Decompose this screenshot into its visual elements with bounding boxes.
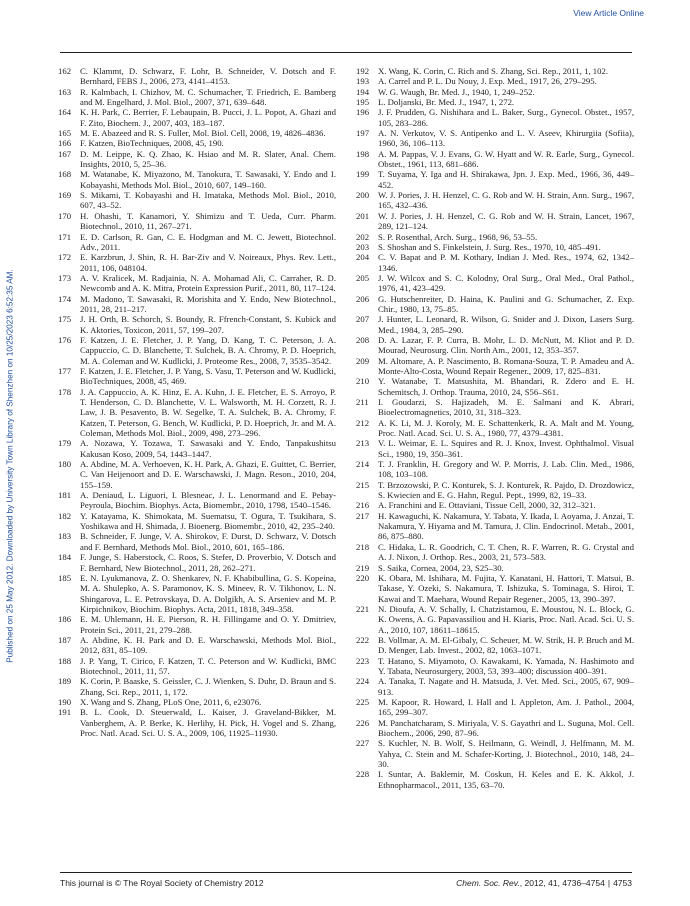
- reference-number: 194: [356, 86, 370, 97]
- reference-text: F. Katzen, J. E. Fletcher, J. P. Yang, D. Kang, T. C. Peterson, J. A. Cappuccio, C. D. Blanchette, T. Sulchek, B. A. Chromy, P. D. Hoeprich, M. A. Coleman and W. Kudlicki, J. Proteome Res., 2008, 7, 3535–3542.: [80, 334, 336, 366]
- reference-item: [356, 459, 634, 480]
- reference-number: 165: [58, 128, 72, 139]
- reference-text: N. Dioufa, A. V. Schally, I. Chatzistamou, E. Moustou, N. L. Block, G. K. Owens, A. G. Papavassiliou and H. Kiaris, Proc. Natl. Acad. Sci. U. S. A., 2010, 107, 18611–18615.: [378, 603, 634, 635]
- reference-number: 162: [58, 66, 72, 76]
- reference-number: 180: [58, 459, 72, 470]
- reference-number: 202: [356, 231, 370, 242]
- reference-text: M. Panchatcharam, S. Miriyala, V. S. Gayathri and L. Suguna, Mol. Cell. Biochem., 2006, 290, 87–96.: [378, 717, 634, 738]
- reference-number: 189: [58, 676, 72, 687]
- reference-text: J. W. Wilcox and S. C. Kolodny, Oral Surg., Oral Med., Oral Pathol., 1976, 41, 423–429.: [378, 272, 634, 294]
- reference-item: [356, 76, 634, 86]
- references-right-column: [356, 66, 634, 866]
- reference-item: [58, 531, 336, 552]
- reference-text: M. Kapoor, R. Howard, I. Hall and I. Appleton, Am. J. Pathol., 2004, 165, 299–307.: [378, 696, 634, 718]
- reference-text: S. Mikami, T. Kobayashi and H. Imataka, Methods Mol. Biol., 2010, 607, 43–52.: [80, 190, 336, 211]
- reference-text: H. Kawaguchi, K. Nakamura, Y. Tabata, Y. Ikada, I. Aoyama, J. Anzai, T. Nakamura, Y. Hiyama and M. Tamura, J. Clin. Endocrinol. Metab., 2001, 86, 875–880.: [378, 510, 634, 542]
- reference-text: S. Kuchler, N. B. Wolf, S. Heilmann, G. Weindl, J. Helfmann, M. M. Yahya, C. Stein and M. Schafer-Korting, J. Biotechnol., 2010, 148, 24–30.: [378, 738, 634, 770]
- reference-number: 200: [356, 190, 370, 201]
- reference-text: J. A. Cappuccio, A. K. Hinz, E. A. Kuhn, J. E. Fletcher, E. S. Arroyo, P. T. Henderson, C. D. Blanchette, V. L. Walsworth, M. H. Corzett, R. J. Law, J. B. Pesavento, B. W. Segelke, T. A. Sulchek, B. A. Chromy, F. Katzen, T. Peterson, G. Bench, W. Kudlicki, P. D. Hoeprich, Jr. and M. A. Coleman, Methods Mol. Biol., 2009, 498, 273–296.: [80, 386, 336, 439]
- reference-number: 206: [356, 293, 370, 304]
- reference-text: A. V. Kralicek, M. Radjainia, N. A. Mohamad Ali, C. Carraher, R. D. Newcomb and A. K. Mitra, Protein Expression Purif., 2011, 80, 117–124.: [80, 272, 336, 294]
- reference-item: [356, 314, 634, 335]
- reference-item: [58, 573, 336, 614]
- reference-text: V. L. Weimar, E. L. Squires and R. J. Knox, Invest. Ophthalmol. Visual Sci., 1980, 19, 350–361.: [378, 438, 634, 459]
- reference-text: X. Wang, K. Corin, C. Rich and S. Zhang, Sci. Rep., 2011, 1, 102.: [378, 66, 608, 76]
- reference-text: G. Hutschenreiter, D. Haina, K. Paulini and G. Schumacher, Z. Exp. Chir., 1980, 13, 75–85.: [378, 293, 634, 314]
- reference-item: [356, 107, 634, 128]
- reference-number: 214: [356, 459, 370, 470]
- reference-number: 167: [58, 148, 72, 159]
- reference-text: A. Deniaud, L. Liguori, I. Blesneac, J. L. Lenormand and E. Pebay-Peyroula, Biochim. Biophys. Acta, Biomembr., 2010, 1798, 1540–1546.: [80, 490, 336, 511]
- reference-number: 198: [356, 148, 370, 159]
- reference-text: K. H. Park, C. Berrier, F. Lebaupain, B. Pucci, J. L. Popot, A. Ghazi and F. Zito, Biochem. J., 2007, 403, 183–187.: [80, 107, 336, 128]
- reference-number: 222: [356, 634, 370, 645]
- reference-number: 208: [356, 334, 370, 345]
- reference-number: 215: [356, 479, 370, 490]
- reference-item: [58, 697, 336, 707]
- reference-text: A. M. Pappas, V. J. Evans, G. W. Hyatt and W. R. Earle, Surg., Gynecol. Obstet., 1961, 113, 681–686.: [378, 148, 634, 170]
- reference-text: W. G. Waugh, Br. Med. J., 1940, 1, 249–252.: [378, 86, 535, 97]
- reference-text: T. Suyama, Y. Iga and H. Shirakawa, Jpn. J. Exp. Med., 1966, 36, 449–452.: [378, 169, 634, 190]
- footer-rule: [60, 872, 632, 873]
- reference-text: Y. Katayama, K. Shimokata, M. Suematsu, T. Ogura, T. Tsukihara, S. Yoshikawa and H. Shimada, J. Bioenerg. Biomembr., 2010, 42, 235–240.: [80, 510, 336, 532]
- reference-item: [356, 397, 634, 418]
- reference-number: 224: [356, 676, 370, 687]
- reference-text: F. Junge, S. Haberstock, C. Roos, S. Stefer, D. Proverbio, V. Dotsch and F. Bernhard, New Biotechnol., 2011, 28, 262–271.: [80, 552, 336, 573]
- reference-item: [356, 697, 634, 718]
- reference-item: [356, 718, 634, 739]
- reference-number: 176: [58, 334, 72, 345]
- reference-item: [356, 738, 634, 769]
- reference-number: 170: [58, 210, 72, 221]
- reference-number: 226: [356, 717, 370, 728]
- reference-text: C. V. Bapat and P. M. Kothary, Indian J. Med. Res., 1974, 62, 1342–1346.: [378, 252, 634, 273]
- reference-item: [58, 128, 336, 138]
- reference-text: A. Nozawa, Y. Tozawa, T. Sawasaki and Y. Endo, Tanpakushitsu Kakusan Koso, 2009, 54, 1443–1447.: [80, 438, 336, 459]
- reference-text: A. Franchini and E. Ottaviani, Tissue Cell, 2000, 32, 312–321.: [378, 500, 596, 511]
- reference-number: 174: [58, 293, 72, 304]
- references-left-column: [58, 66, 336, 866]
- reference-item: [58, 190, 336, 211]
- reference-text: M. Watanabe, K. Miyazono, M. Tanokura, T. Sawasaki, Y. Endo and I. Kobayashi, Methods Mol. Biol., 2010, 607, 149–160.: [80, 169, 336, 190]
- reference-item: [58, 294, 336, 315]
- reference-number: 225: [356, 696, 370, 707]
- reference-text: B. Vollmar, A. M. El-Gibaly, C. Scheuer, M. W. Strik, H. P. Bruch and M. D. Menger, Lab. Invest., 2002, 82, 1063–1071.: [378, 634, 634, 656]
- reference-item: [58, 656, 336, 677]
- reference-item: [356, 438, 634, 459]
- reference-number: 216: [356, 500, 370, 511]
- reference-item: [356, 573, 634, 604]
- reference-text: S. P. Rosenthal, Arch. Surg., 1968, 96, 53–55.: [378, 231, 538, 242]
- reference-text: F. Katzen, J. E. Fletcher, J. P. Yang, S. Vasu, T. Peterson and W. Kudlicki, BioTechniques, 2008, 45, 469.: [80, 365, 336, 387]
- reference-item: [58, 66, 336, 87]
- reference-text: R. Kalmbach, I. Chizhov, M. C. Schumacher, T. Friedrich, E. Bamberg and M. Engelhard, J. Mol. Biol., 2007, 371, 639–648.: [80, 86, 336, 108]
- header-rule: [60, 52, 632, 53]
- copyright-notice: This journal is © The Royal Society of Chemistry 2012: [60, 878, 264, 888]
- reference-text: I. Suntar, A. Baklemir, M. Coskun, H. Keles and E. K. Akkol, J. Ethnopharmacol., 2011, 135, 63–70.: [378, 769, 634, 790]
- reference-number: 220: [356, 572, 370, 583]
- reference-text: E. N. Lyukmanova, Z. O. Shenkarev, N. F. Khabibullina, G. S. Kopeina, M. A. Shulepko, A. S. Paramonov, K. S. Mineev, R. V. Tikhonov, L. N. Shingarova, L. E. Petrovskaya, D. A. Dolgikh, A. S. Arseniev and M. P. Kirpichnikov, Biochim. Biophys. Acta, 2011, 1818, 349–358.: [80, 572, 336, 614]
- reference-text: M. Altomare, A. P. Nascimento, B. Romana-Souza, T. P. Amadeu and A. Monte-Alto-Costa, Wound Repair Regener., 2009, 17, 825–831.: [378, 355, 634, 376]
- reference-item: [356, 335, 634, 356]
- reference-number: 166: [58, 138, 72, 149]
- reference-number: 172: [58, 252, 72, 263]
- reference-text: T. J. Franklin, H. Gregory and W. P. Morris, J. Lab. Clin. Med., 1986, 108, 103–108.: [378, 459, 634, 480]
- reference-number: 178: [58, 386, 72, 397]
- reference-number: 187: [58, 634, 72, 645]
- reference-text: E. M. Uhlemann, H. E. Pierson, R. H. Fillingame and O. Y. Dmitriev, Protein Sci., 2011, 21, 279–288.: [80, 614, 336, 635]
- reference-number: 188: [58, 655, 72, 666]
- reference-number: 227: [356, 738, 370, 749]
- reference-text: T. Hatano, S. Miyamoto, O. Kawakami, K. Yamada, N. Hashimoto and Y. Tabata, Neurosurgery, 2003, 53, 393–400; discussion 400–391.: [378, 655, 634, 676]
- reference-item: [58, 252, 336, 273]
- reference-item: [58, 87, 336, 108]
- reference-text: A. Tanaka, T. Nagate and H. Matsuda, J. Vet. Med. Sci., 2005, 67, 909–913.: [378, 676, 634, 697]
- reference-item: [356, 418, 634, 439]
- reference-number: 186: [58, 614, 72, 625]
- reference-text: W. J. Pories, J. H. Henzel, C. G. Rob and W. H. Strain, Lancet, 1967, 289, 121–124.: [378, 210, 634, 232]
- reference-number: 196: [356, 107, 370, 118]
- reference-number: 182: [58, 510, 72, 521]
- reference-number: 199: [356, 169, 370, 180]
- reference-item: [58, 459, 336, 490]
- reference-number: 219: [356, 562, 370, 573]
- reference-number: 164: [58, 107, 72, 118]
- reference-text: Y. Watanabe, T. Matsushita, M. Bhandari, R. Zdero and E. H. Schemitsch, J. Orthop. Trauma, 2010, 24, S56–S61.: [378, 376, 634, 397]
- reference-text: F. Katzen, BioTechniques, 2008, 45, 190.: [80, 138, 224, 149]
- reference-text: A. Abdine, K. H. Park and D. E. Warschawski, Methods Mol. Biol., 2012, 831, 85–109.: [80, 634, 336, 656]
- reference-number: 179: [58, 438, 72, 449]
- reference-number: 213: [356, 438, 370, 449]
- reference-text: J. P. Yang, T. Cirico, F. Katzen, T. C. Peterson and W. Kudlicki, BMC Biotechnol., 2011, 11, 57.: [80, 655, 336, 676]
- reference-text: I. Goudarzi, S. Hajizadeh, M. E. Salmani and K. Abrari, Bioelectromagnetics, 2010, 31, 318–323.: [378, 397, 634, 418]
- reference-item: [58, 169, 336, 190]
- reference-number: 168: [58, 169, 72, 180]
- reference-item: [356, 356, 634, 377]
- reference-item: [58, 149, 336, 170]
- reference-text: L. Doljanski, Br. Med. J., 1947, 1, 272.: [378, 97, 515, 108]
- reference-number: 175: [58, 314, 72, 325]
- reference-item: [356, 232, 634, 242]
- reference-item: [356, 511, 634, 542]
- reference-text: B. Schneider, F. Junge, V. A. Shirokov, F. Durst, D. Schwarz, V. Dotsch and F. Bernhard, Methods Mol. Biol., 2010, 601, 165–186.: [80, 531, 336, 552]
- reference-item: [58, 676, 336, 697]
- reference-text: A. Carrel and P. L. Du Nouy, J. Exp. Med., 1917, 26, 279–295.: [378, 76, 597, 87]
- reference-text: S. Saika, Cornea, 2004, 23, S25–30.: [378, 562, 504, 573]
- reference-item: [356, 294, 634, 315]
- reference-item: [356, 563, 634, 573]
- footer-citation: [456, 878, 632, 888]
- reference-number: 228: [356, 769, 370, 780]
- reference-number: 223: [356, 655, 370, 666]
- reference-text: D. A. Lazar, F. P. Curra, B. Mohr, L. D. McNutt, M. Kliot and P. D. Mourad, Neurosurg. Clin. North Am., 2001, 12, 353–357.: [378, 334, 634, 356]
- reference-item: [58, 707, 336, 738]
- reference-text: J. H. Orth, B. Schorch, S. Boundy, R. Ffrench-Constant, S. Kubick and K. Aktories, Toxicon, 2011, 57, 199–207.: [80, 314, 336, 335]
- reference-number: 209: [356, 355, 370, 366]
- reference-item: [58, 552, 336, 573]
- reference-number: 181: [58, 490, 72, 501]
- reference-item: [58, 387, 336, 439]
- reference-item: [356, 676, 634, 697]
- reference-number: 201: [356, 210, 370, 221]
- reference-item: [58, 232, 336, 253]
- reference-item: [58, 314, 336, 335]
- reference-number: 211: [356, 397, 369, 407]
- reference-number: 185: [58, 572, 72, 583]
- reference-text: A. Abdine, M. A. Verhoeven, K. H. Park, A. Ghazi, E. Guittet, C. Berrier, C. Van Heijenoort and D. E. Warschawski, J. Magn. Reson., 2010, 204, 155–159.: [80, 459, 336, 490]
- reference-item: [356, 635, 634, 656]
- reference-number: 221: [356, 603, 370, 614]
- reference-number: 171: [58, 231, 72, 242]
- reference-number: 190: [58, 696, 72, 707]
- reference-item: [356, 604, 634, 635]
- reference-item: [356, 542, 634, 563]
- reference-text: M. E. Abazeed and R. S. Fuller, Mol. Biol. Cell, 2008, 19, 4826–4836.: [80, 128, 326, 139]
- reference-number: 193: [356, 76, 370, 87]
- reference-item: [356, 242, 634, 252]
- reference-item: [58, 511, 336, 532]
- reference-number: 184: [58, 552, 72, 563]
- reference-number: 191: [58, 707, 72, 718]
- reference-item: [356, 252, 634, 273]
- reference-item: [58, 211, 336, 232]
- download-watermark: Published on 25 May 2012. Downloaded by University Town Library of Shenzhen on 10/25/2023 6:52:35 AM.: [5, 269, 15, 663]
- reference-item: [356, 87, 634, 97]
- reference-item: [356, 211, 634, 232]
- journal-name: Chem. Soc. Rev.: [456, 878, 520, 888]
- reference-text: T. Brzozowski, P. C. Konturek, S. J. Konturek, R. Pajdo, D. Drozdowicz, S. Kwiecien and E. G. Hahn, Regul. Pept., 1999, 82, 19–33.: [378, 479, 634, 501]
- reference-item: [356, 190, 634, 211]
- reference-number: 203: [356, 241, 370, 252]
- reference-text: W. J. Pories, J. H. Henzel, C. G. Rob and W. H. Strain, Ann. Surg., 1967, 165, 432–436.: [378, 190, 634, 211]
- citation-details: , 2012, 41, 4736–4754: [519, 878, 605, 888]
- reference-item: [58, 335, 336, 366]
- reference-text: J. Hunter, L. Leonard, R. Wilson, G. Snider and J. Dixon, Lasers Surg. Med., 1984, 3, 285–290.: [378, 314, 634, 335]
- reference-item: [356, 656, 634, 677]
- reference-item: [356, 66, 634, 76]
- reference-text: A. N. Verkutov, V. S. Antipenko and L. V. Aseev, Khirurgiia (Sofiia), 1960, 36, 106–113.: [378, 128, 634, 149]
- reference-number: 207: [356, 314, 370, 325]
- reference-number: 173: [58, 272, 72, 283]
- reference-item: [58, 138, 336, 148]
- reference-text: J. F. Prudden, G. Nishihara and L. Baker, Surg., Gynecol. Obstet., 1957, 105, 283–286.: [378, 107, 634, 128]
- reference-item: [356, 128, 634, 149]
- reference-number: 169: [58, 190, 72, 201]
- reference-item: [356, 97, 634, 107]
- reference-item: [356, 376, 634, 397]
- reference-item: [356, 500, 634, 510]
- reference-number: 163: [58, 86, 72, 97]
- reference-item: [356, 769, 634, 790]
- reference-number: 192: [356, 66, 370, 76]
- reference-item: [58, 366, 336, 387]
- reference-item: [58, 614, 336, 635]
- reference-number: 197: [356, 128, 370, 139]
- reference-text: K. Obara, M. Ishihara, M. Fujita, Y. Kanatani, H. Hattori, T. Matsui, B. Takase, Y. Ozeki, S. Nakamura, T. Ishizuka, S. Tominaga, S. Hiroi, T. Kawai and T. Maehara, Wound Repair Regener., 2005, 13, 390–397.: [378, 572, 634, 604]
- reference-number: 205: [356, 272, 370, 283]
- reference-number: 195: [356, 97, 370, 108]
- reference-number: 183: [58, 531, 72, 542]
- reference-item: [58, 438, 336, 459]
- reference-text: C. Hidaka, L. R. Goodrich, C. T. Chen, R. F. Warren, R. G. Crystal and A. J. Nixon, J. Orthop. Res., 2003, 21, 573–583.: [378, 541, 634, 563]
- reference-number: 204: [356, 252, 370, 263]
- reference-text: C. Klammt, D. Schwarz, F. Lohr, B. Schneider, V. Dotsch and F. Bernhard, FEBS J., 2006, 273, 4141–4153.: [80, 66, 336, 87]
- reference-number: 210: [356, 376, 370, 387]
- reference-text: B. L. Cook, D. Steuerwald, L. Kaiser, J. Graveland-Bikker, M. Vanberghem, A. P. Berke, K. Herlihy, H. Pick, H. Vogel and S. Zhang, Proc. Natl. Acad. Sci. U. S. A., 2009, 106, 11925–11930.: [80, 707, 336, 738]
- reference-item: [58, 490, 336, 511]
- reference-number: 217: [356, 510, 370, 521]
- reference-text: X. Wang and S. Zhang, PLoS One, 2011, 6, e23076.: [80, 696, 262, 707]
- reference-text: E. Karzbrun, J. Shin, R. H. Bar-Ziv and V. Noireaux, Phys. Rev. Lett., 2011, 106, 048104.: [80, 252, 336, 273]
- reference-text: M. Madono, T. Sawasaki, R. Morishita and Y. Endo, New Biotechnol., 2011, 28, 211–217.: [80, 293, 336, 314]
- reference-item: [356, 149, 634, 170]
- reference-text: E. D. Carlson, R. Gan, C. E. Hodgman and M. C. Jewett, Biotechnol. Adv., 2011.: [80, 231, 336, 252]
- reference-item: [356, 480, 634, 501]
- reference-item: [356, 273, 634, 294]
- reference-item: [58, 107, 336, 128]
- reference-text: K. Corin, P. Baaske, S. Geissler, C. J. Wienken, S. Duhr, D. Braun and S. Zhang, Sci. Rep., 2011, 1, 172.: [80, 676, 336, 697]
- reference-text: A. K. Li, M. J. Koroly, M. E. Schattenkerk, R. A. Malt and M. Young, Proc. Natl. Acad. Sci. U. S. A., 1980, 77, 4379–4381.: [378, 417, 634, 439]
- reference-number: 177: [58, 365, 72, 376]
- reference-text: D. M. Leippe, K. Q. Zhao, K. Hsiao and M. R. Slater, Anal. Chem. Insights, 2010, 5, 25–36.: [80, 148, 336, 170]
- reference-text: H. Ohashi, T. Kanamori, Y. Shimizu and T. Ueda, Curr. Pharm. Biotechnol., 2010, 11, 267–271.: [80, 210, 336, 232]
- page-number: 4753: [613, 878, 632, 888]
- footer-separator: |: [607, 878, 611, 888]
- view-article-online-link[interactable]: View Article Online: [573, 8, 644, 18]
- reference-text: S. Shoshan and S. Finkelstein, J. Surg. Res., 1970, 10, 485–491.: [378, 241, 601, 252]
- reference-item: [58, 635, 336, 656]
- reference-item: [58, 273, 336, 294]
- reference-item: [356, 169, 634, 190]
- reference-number: 218: [356, 541, 370, 552]
- reference-number: 212: [356, 417, 370, 428]
